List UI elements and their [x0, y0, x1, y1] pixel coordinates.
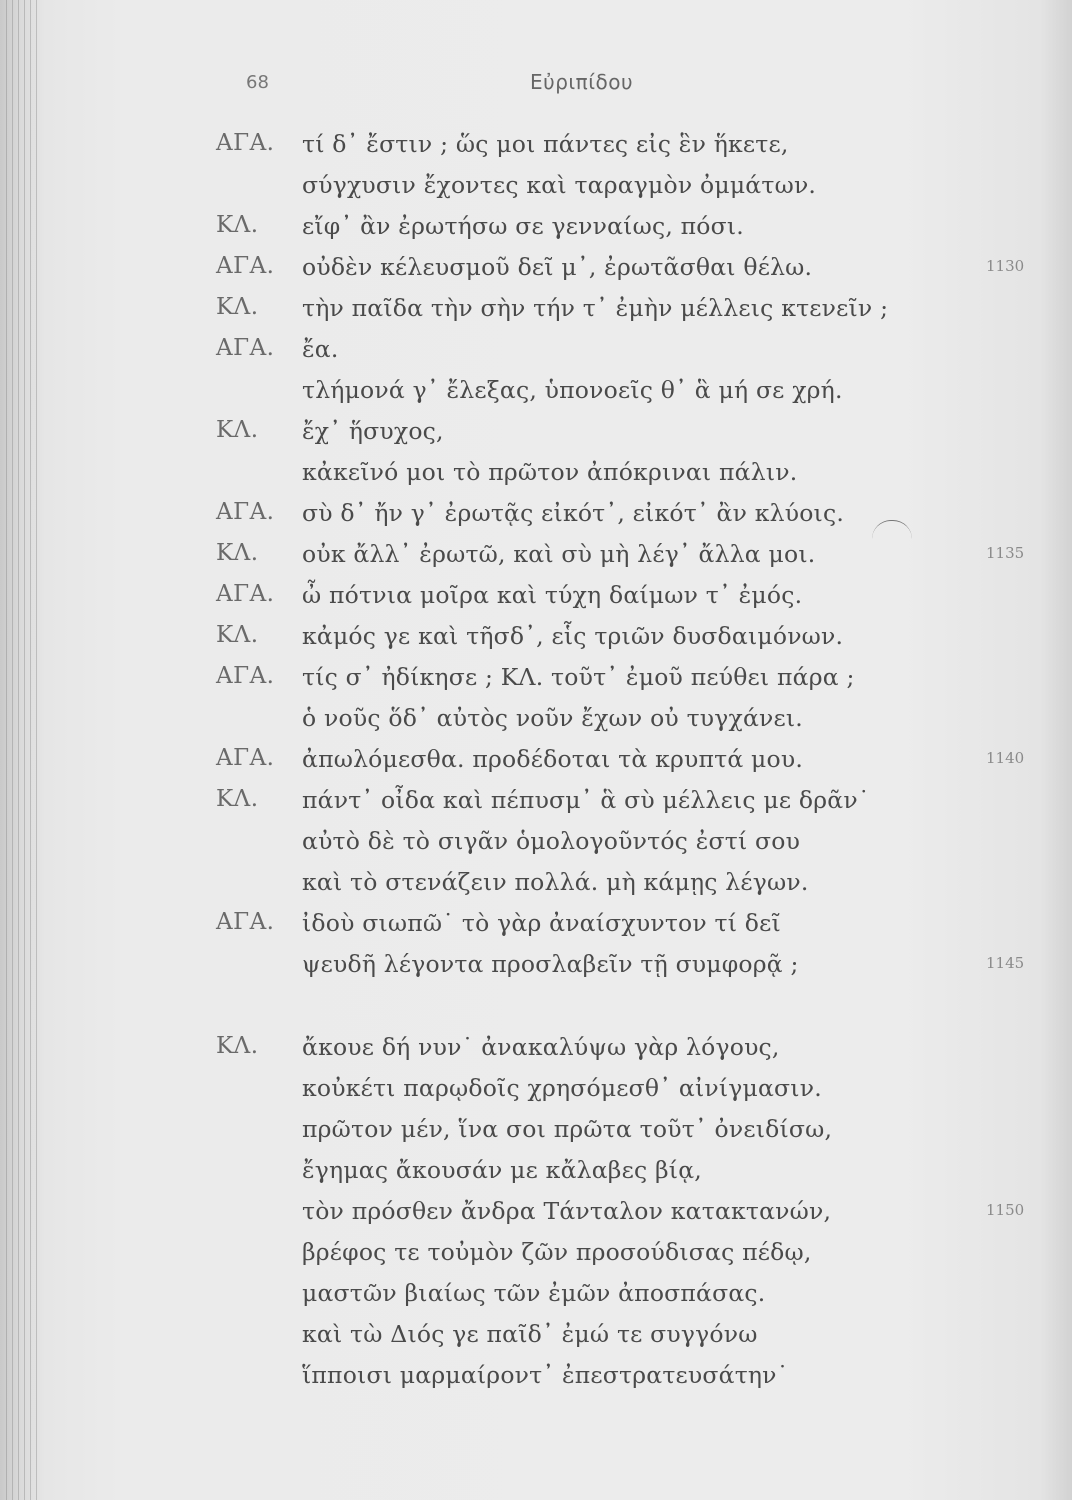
line-number: 1150 — [986, 1201, 1025, 1219]
verse-text: τὴν παῖδα τὴν σὴν τήν τ᾽ ἐμὴν μέλλεις κτενεῖν ; — [302, 294, 889, 322]
speaker-label: ΚΛ. — [216, 622, 259, 648]
speaker-label: ΑΓΑ. — [216, 335, 275, 361]
verse-line — [0, 540, 1072, 580]
verse-text: ἰδοὺ σιωπῶ˙ τὸ γὰρ ἀναίσχυντον τί δεῖ — [302, 909, 781, 937]
verse-line — [0, 581, 1072, 621]
verse-text: κοὐκέτι παρῳδοῖς χρησόμεσθ᾽ αἰνίγμασιν. — [302, 1074, 822, 1102]
verse-text: ὦ πότνια μοῖρα καὶ τύχη δαίμων τ᾽ ἐμός. — [302, 581, 803, 609]
verse-line — [0, 294, 1072, 334]
verse-line — [0, 868, 1072, 908]
running-title: Εὐριπίδου — [530, 70, 634, 94]
speaker-label: ΑΓΑ. — [216, 663, 275, 689]
verse-text: πρῶτον μέν, ἵνα σοι πρῶτα τοῦτ᾽ ὀνειδίσω, — [302, 1115, 833, 1143]
verse-line — [0, 745, 1072, 785]
line-number: 1135 — [986, 544, 1025, 562]
verse-line — [0, 253, 1072, 293]
line-number: 1130 — [986, 257, 1025, 275]
verse-line — [0, 1320, 1072, 1360]
speaker-label: ΚΛ. — [216, 1033, 259, 1059]
verse-text: οὐδὲν κέλευσμοῦ δεῖ μ᾽, ἐρωτᾶσθαι θέλω. — [302, 253, 813, 281]
verse-text: ἀπωλόμεσθα. προδέδοται τὰ κρυπτά μου. — [302, 745, 804, 773]
verse-line — [0, 212, 1072, 252]
verse-text: ἔγημας ἄκουσάν με κἄλαβες βίᾳ, — [302, 1156, 702, 1184]
verse-line — [0, 458, 1072, 498]
verse-text: τί δ᾽ ἔστιν ; ὥς μοι πάντες εἰς ἓν ἥκετε, — [302, 130, 789, 158]
verse-line — [0, 663, 1072, 703]
verse-line — [0, 499, 1072, 539]
speaker-label: ΑΓΑ. — [216, 745, 275, 771]
verse-text: ἔα. — [302, 335, 339, 363]
verse-text: οὐκ ἄλλ᾽ ἐρωτῶ, καὶ σὺ μὴ λέγ᾽ ἄλλα μοι. — [302, 540, 816, 568]
verse-text: σύγχυσιν ἔχοντες καὶ ταραγμὸν ὀμμάτων. — [302, 171, 817, 199]
verse-text: καὶ τὸ στενάζειν πολλά. μὴ κάμῃς λέγων. — [302, 868, 809, 896]
verse-line — [0, 909, 1072, 949]
verse-line — [0, 130, 1072, 170]
verse-text: αὐτὸ δὲ τὸ σιγᾶν ὁμολογοῦντός ἐστί σου — [302, 827, 801, 855]
verse-text: βρέφος τε τοὐμὸν ζῶν προσούδισας πέδῳ, — [302, 1238, 812, 1266]
line-number: 1140 — [986, 749, 1025, 767]
verse-text: σὺ δ᾽ ἤν γ᾽ ἐρωτᾷς εἰκότ᾽, εἰκότ᾽ ἂν κλύοις. — [302, 499, 845, 527]
verse-line — [0, 335, 1072, 375]
speaker-label: ΑΓΑ. — [216, 130, 275, 156]
verse-text: κἀκεῖνό μοι τὸ πρῶτον ἀπόκριναι πάλιν. — [302, 458, 798, 486]
verse-line — [0, 1074, 1072, 1114]
verse-text: εἴφ᾽ ἂν ἐρωτήσω σε γενναίως, πόσι. — [302, 212, 744, 240]
verse-line — [0, 1197, 1072, 1237]
verse-text: ἵπποισι μαρμαίροντ᾽ ἐπεστρατευσάτην˙ — [302, 1361, 789, 1389]
verse-text: ψευδῆ λέγοντα προσλαβεῖν τῇ συμφορᾷ ; — [302, 950, 799, 978]
verse-line — [0, 417, 1072, 457]
verse-text: μαστῶν βιαίως τῶν ἐμῶν ἀποσπάσας. — [302, 1279, 766, 1307]
line-number: 1145 — [986, 954, 1025, 972]
speaker-label: ΑΓΑ. — [216, 581, 275, 607]
verse-line — [0, 1238, 1072, 1278]
verse-text: τὸν πρόσθεν ἄνδρα Τάνταλον κατακτανών, — [302, 1197, 832, 1225]
verse-line — [0, 1033, 1072, 1073]
verse-line — [0, 1156, 1072, 1196]
verse-line — [0, 171, 1072, 211]
speaker-label: ΚΛ. — [216, 294, 259, 320]
verse-text: ἄκουε δή νυν˙ ἀνακαλύψω γὰρ λόγους, — [302, 1033, 780, 1061]
page-number: 68 — [246, 72, 269, 93]
verse-line — [0, 1279, 1072, 1319]
verse-text: τίς σ᾽ ἠδίκησε ; ΚΛ. τοῦτ᾽ ἐμοῦ πεύθει πάρα ; — [302, 663, 855, 691]
verse-line — [0, 704, 1072, 744]
speaker-label: ΚΛ. — [216, 417, 259, 443]
verse-text: καὶ τὼ Διός γε παῖδ᾽ ἐμώ τε συγγόνω — [302, 1320, 758, 1348]
verse-line — [0, 786, 1072, 826]
verse-text: πάντ᾽ οἶδα καὶ πέπυσμ᾽ ἃ σὺ μέλλεις με δρᾶν˙ — [302, 786, 870, 814]
verse-line — [0, 827, 1072, 867]
verse-text: ὁ νοῦς ὅδ᾽ αὐτὸς νοῦν ἔχων οὐ τυγχάνει. — [302, 704, 803, 732]
verse-line — [0, 622, 1072, 662]
verse-line — [0, 376, 1072, 416]
speaker-label: ΑΓΑ. — [216, 499, 275, 525]
verse-text: τλήμονά γ᾽ ἔλεξας, ὑπονοεῖς θ᾽ ἃ μή σε χρή. — [302, 376, 843, 404]
speaker-label: ΚΛ. — [216, 540, 259, 566]
speaker-label: ΚΛ. — [216, 786, 259, 812]
verse-line — [0, 1115, 1072, 1155]
verse-line — [0, 950, 1072, 990]
speaker-label: ΑΓΑ. — [216, 253, 275, 279]
verse-line — [0, 1361, 1072, 1401]
speaker-label: ΑΓΑ. — [216, 909, 275, 935]
verse-text: κἀμός γε καὶ τῆσδ᾽, εἷς τριῶν δυσδαιμόνων. — [302, 622, 844, 650]
speaker-label: ΚΛ. — [216, 212, 259, 238]
verse-text: ἔχ᾽ ἥσυχος, — [302, 417, 444, 445]
